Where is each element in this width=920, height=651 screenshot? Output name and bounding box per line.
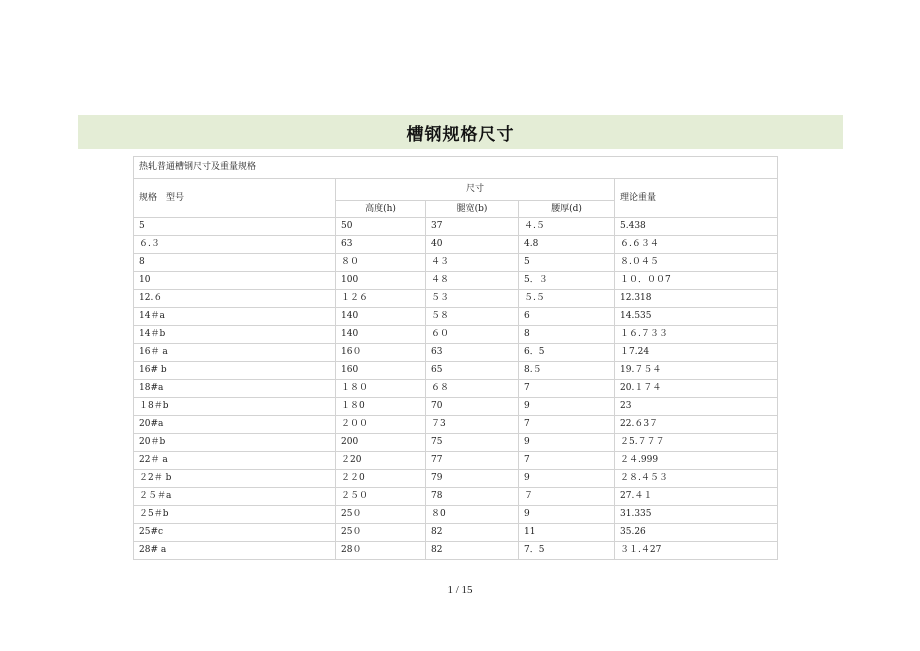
cell-height: １８０ [336, 380, 426, 398]
cell-height: 25０ [336, 524, 426, 542]
cell-waist-thickness: 6 [519, 308, 615, 326]
caption-row [134, 157, 778, 179]
cell-height: 160 [336, 362, 426, 380]
cell-height: 16０ [336, 344, 426, 362]
cell-height: １８0 [336, 398, 426, 416]
table-caption: 热轧普通槽钢尺寸及重量规格 [134, 157, 778, 179]
cell-height: 200 [336, 434, 426, 452]
cell-weight: 14.535 [615, 308, 778, 326]
subheader-height: 高度(h) [336, 201, 426, 218]
cell-waist-thickness: 8 [519, 326, 615, 344]
cell-weight: ６.６３４ [615, 236, 778, 254]
cell-weight: ２８.４５３ [615, 470, 778, 488]
cell-height: 28０ [336, 542, 426, 560]
header-size: 尺寸 [336, 179, 615, 201]
cell-waist-thickness: ７ [519, 488, 615, 506]
table-row [134, 272, 778, 290]
cell-waist-thickness: 11 [519, 524, 615, 542]
table-row [134, 380, 778, 398]
cell-weight: 31.335 [615, 506, 778, 524]
table-row [134, 542, 778, 560]
cell-leg-width: 63 [426, 344, 519, 362]
table-row [134, 524, 778, 542]
cell-waist-thickness: 8.５ [519, 362, 615, 380]
cell-weight: 19.７５４ [615, 362, 778, 380]
cell-model: 22＃ a [134, 452, 336, 470]
cell-leg-width: ７3 [426, 416, 519, 434]
table-row [134, 308, 778, 326]
cell-leg-width: ５８ [426, 308, 519, 326]
cell-height: 140 [336, 326, 426, 344]
table-row [134, 326, 778, 344]
cell-leg-width: 82 [426, 524, 519, 542]
cell-height: １２６ [336, 290, 426, 308]
cell-waist-thickness: ４.５ [519, 218, 615, 236]
cell-waist-thickness: 5 [519, 254, 615, 272]
header-weight: 理论重量 [615, 179, 778, 218]
cell-leg-width: 75 [426, 434, 519, 452]
cell-leg-width: ８0 [426, 506, 519, 524]
cell-model: 14＃b [134, 326, 336, 344]
table-row [134, 344, 778, 362]
cell-weight: １６.７３３ [615, 326, 778, 344]
cell-model: 10 [134, 272, 336, 290]
cell-leg-width: 79 [426, 470, 519, 488]
table-row [134, 488, 778, 506]
cell-height: ２２0 [336, 470, 426, 488]
cell-model: ６.３ [134, 236, 336, 254]
cell-leg-width: ４８ [426, 272, 519, 290]
cell-leg-width: ５３ [426, 290, 519, 308]
cell-model: 12.６ [134, 290, 336, 308]
cell-waist-thickness: 9 [519, 506, 615, 524]
cell-model: 5 [134, 218, 336, 236]
cell-waist-thickness: 7 [519, 452, 615, 470]
cell-waist-thickness: 5．３ [519, 272, 615, 290]
table-row [134, 290, 778, 308]
header-row [134, 179, 778, 201]
cell-weight: 23 [615, 398, 778, 416]
page-title: 槽钢规格尺寸 [406, 124, 515, 145]
page-number: 1 / 15 [447, 584, 473, 596]
table-row [134, 236, 778, 254]
cell-weight: 22.６3７ [615, 416, 778, 434]
cell-model: 16# b [134, 362, 336, 380]
cell-height: ２５０ [336, 488, 426, 506]
channel-steel-spec-table [133, 156, 778, 560]
cell-waist-thickness: 9 [519, 470, 615, 488]
cell-waist-thickness: 7．5 [519, 542, 615, 560]
cell-leg-width: 65 [426, 362, 519, 380]
cell-waist-thickness: 6．5 [519, 344, 615, 362]
cell-leg-width: ６０ [426, 326, 519, 344]
title-banner [78, 115, 843, 149]
cell-model: 28# a [134, 542, 336, 560]
cell-leg-width: ６８ [426, 380, 519, 398]
cell-leg-width: 40 [426, 236, 519, 254]
cell-weight: 5.438 [615, 218, 778, 236]
cell-weight: ８.０４５ [615, 254, 778, 272]
cell-height: 25０ [336, 506, 426, 524]
cell-model: ２5＃b [134, 506, 336, 524]
cell-weight: ２４.999 [615, 452, 778, 470]
cell-weight: １7.24 [615, 344, 778, 362]
table-row [134, 362, 778, 380]
cell-waist-thickness: 7 [519, 416, 615, 434]
cell-leg-width: 70 [426, 398, 519, 416]
header-model: 规格 型号 [134, 179, 336, 218]
table-row [134, 398, 778, 416]
cell-height: ２20 [336, 452, 426, 470]
cell-height: 63 [336, 236, 426, 254]
cell-weight: 35.26 [615, 524, 778, 542]
table-row [134, 506, 778, 524]
cell-weight: 12.318 [615, 290, 778, 308]
subheader-waist-thickness: 腰厚(d) [519, 201, 615, 218]
cell-height: ８０ [336, 254, 426, 272]
cell-weight: １０．００7 [615, 272, 778, 290]
table-row [134, 218, 778, 236]
cell-waist-thickness: 7 [519, 380, 615, 398]
cell-model: ２2＃ b [134, 470, 336, 488]
subheader-leg-width: 腿宽(b) [426, 201, 519, 218]
cell-weight: ２5.７７７ [615, 434, 778, 452]
cell-model: 20#a [134, 416, 336, 434]
cell-height: 100 [336, 272, 426, 290]
cell-leg-width: 78 [426, 488, 519, 506]
cell-height: 50 [336, 218, 426, 236]
cell-waist-thickness: 4.8 [519, 236, 615, 254]
cell-model: 8 [134, 254, 336, 272]
cell-waist-thickness: 9 [519, 434, 615, 452]
cell-waist-thickness: 9 [519, 398, 615, 416]
cell-model: 25#c [134, 524, 336, 542]
cell-model: 16＃ a [134, 344, 336, 362]
cell-leg-width: 77 [426, 452, 519, 470]
cell-weight: 27.４１ [615, 488, 778, 506]
table-row [134, 434, 778, 452]
cell-height: ２００ [336, 416, 426, 434]
cell-leg-width: 37 [426, 218, 519, 236]
table-row [134, 416, 778, 434]
cell-weight: 20.１７４ [615, 380, 778, 398]
cell-leg-width: 82 [426, 542, 519, 560]
table-row [134, 254, 778, 272]
cell-model: 14＃a [134, 308, 336, 326]
cell-weight: ３１.４27 [615, 542, 778, 560]
cell-leg-width: ４３ [426, 254, 519, 272]
table-row [134, 452, 778, 470]
cell-waist-thickness: ５.５ [519, 290, 615, 308]
cell-model: 18#a [134, 380, 336, 398]
cell-model: １8＃b [134, 398, 336, 416]
cell-model: ２５＃a [134, 488, 336, 506]
cell-model: 20＃b [134, 434, 336, 452]
cell-height: 140 [336, 308, 426, 326]
table-row [134, 470, 778, 488]
